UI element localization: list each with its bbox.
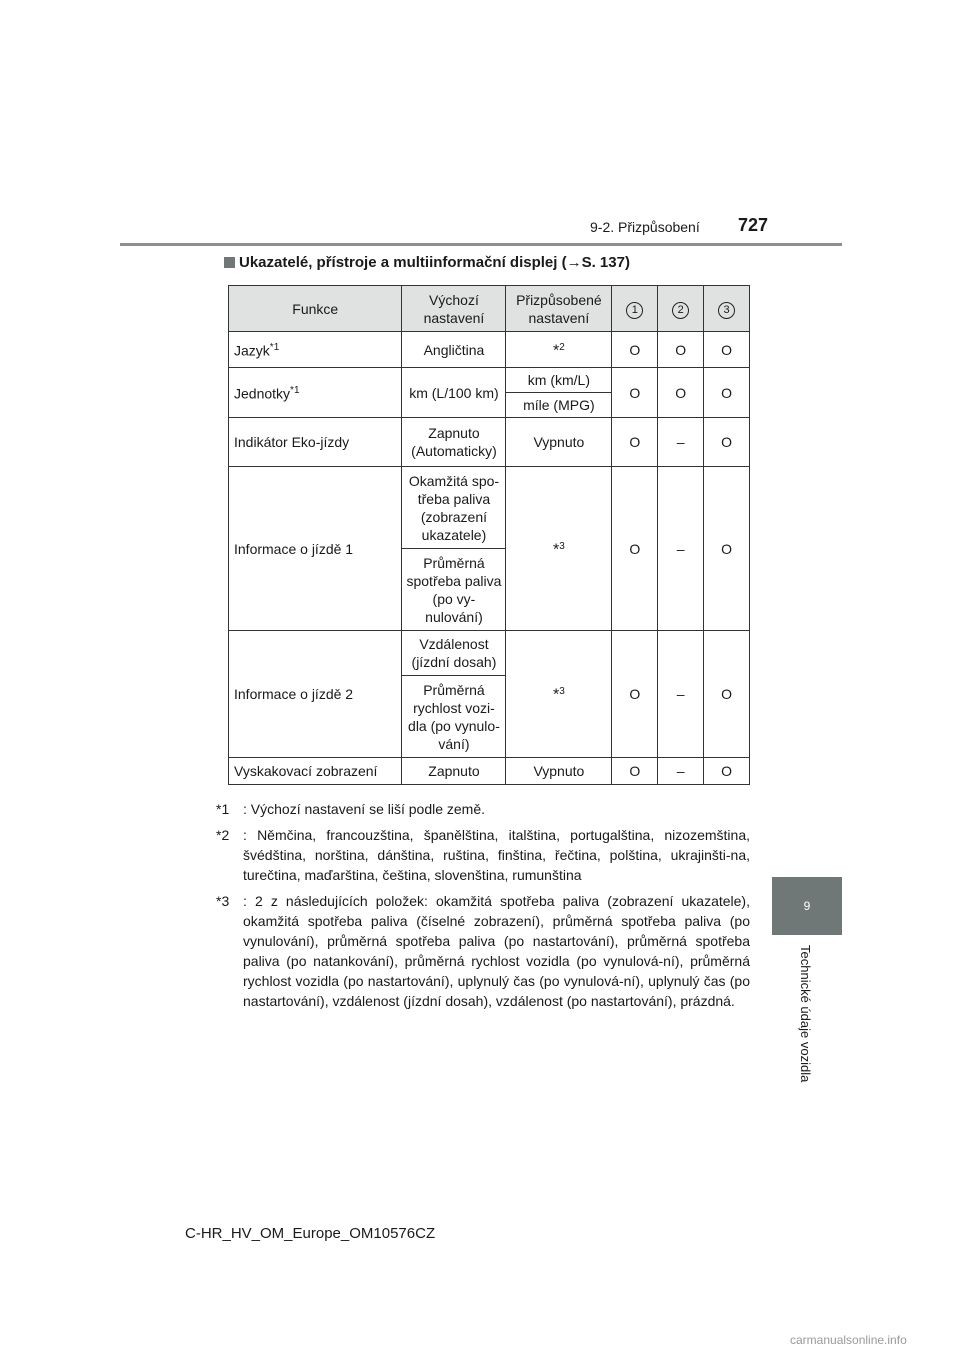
table-row xyxy=(229,758,750,785)
row-c3: O xyxy=(704,368,750,418)
footnote-text: : Výchozí nastavení se liší podle země. xyxy=(243,801,486,817)
row-c2: – xyxy=(658,758,704,785)
footnote-mark: *1 xyxy=(216,801,230,817)
header-funkce: Funkce xyxy=(229,286,402,332)
chapter-tab xyxy=(772,877,842,935)
row-name: Informace o jízdě 2 xyxy=(229,631,402,758)
row-default: Angličtina xyxy=(402,332,506,368)
header-col-1 xyxy=(612,286,658,332)
row-name: Jazyk$^{*1}$ xyxy=(229,332,402,368)
row-custom: Vypnuto xyxy=(506,418,612,467)
footnote-text: : Němčina, francouzština, španělština, italština, portugalština, nizozemština, švédština, norština, dánština, ruština, finština, řečtina, polština, ukrajinšti-na, turečtina, maďarština, čeština, slovenština, rumunština xyxy=(243,827,750,883)
footnotes xyxy=(216,799,750,1017)
row-name: Informace o jízdě 1 xyxy=(229,467,402,631)
chapter-number: 9 xyxy=(803,899,811,913)
row-custom: Vypnuto xyxy=(506,758,612,785)
row-custom: *$^3$ xyxy=(506,631,612,758)
row-c3: O xyxy=(704,418,750,467)
row-default: Průměrná rychlost vozi-dla (po vynulo-vání) xyxy=(402,676,506,758)
row-c1: O xyxy=(612,467,658,631)
table-header-row xyxy=(229,286,750,332)
circled-number-2: 2 xyxy=(672,302,689,319)
row-c3: O xyxy=(704,332,750,368)
row-c3: O xyxy=(704,467,750,631)
row-c1: O xyxy=(612,758,658,785)
row-c3: O xyxy=(704,631,750,758)
settings-table xyxy=(228,285,750,785)
section-title-text: Ukazatelé, přístroje a multiinformační displej (→S. 137) xyxy=(239,254,630,271)
footnote-1 xyxy=(216,799,750,819)
row-custom: míle (MPG) xyxy=(506,393,612,418)
row-c2: – xyxy=(658,467,704,631)
header-prizpusobene: Přizpůsobené nastavení xyxy=(506,286,612,332)
table-row xyxy=(229,368,750,393)
section-title xyxy=(224,254,630,271)
row-default: Zapnuto xyxy=(402,758,506,785)
row-name: Indikátor Eko-jízdy xyxy=(229,418,402,467)
row-c2: – xyxy=(658,418,704,467)
row-custom: *$^3$ xyxy=(506,467,612,631)
circled-number-1: 1 xyxy=(626,302,643,319)
chapter-title: Technické údaje vozidla xyxy=(798,945,813,1083)
row-default: Zapnuto (Automaticky) xyxy=(402,418,506,467)
footnote-3 xyxy=(216,891,750,1011)
watermark: carmanualsonline.info xyxy=(790,1333,907,1347)
footnote-2 xyxy=(216,825,750,885)
table-row xyxy=(229,631,750,676)
row-c2: O xyxy=(658,368,704,418)
document-id: C-HR_HV_OM_Europe_OM10576CZ xyxy=(185,1225,436,1242)
row-c2: O xyxy=(658,332,704,368)
row-name: Vyskakovací zobrazení xyxy=(229,758,402,785)
row-c1: O xyxy=(612,368,658,418)
row-default: Vzdálenost (jízdní dosah) xyxy=(402,631,506,676)
header-col-3 xyxy=(704,286,750,332)
circled-number-3: 3 xyxy=(718,302,735,319)
row-c2: – xyxy=(658,631,704,758)
table-row xyxy=(229,332,750,368)
row-custom: km (km/L) xyxy=(506,368,612,393)
table-row xyxy=(229,418,750,467)
row-default: Okamžitá spo-třeba paliva (zobrazení ukazatele) xyxy=(402,467,506,549)
row-c1: O xyxy=(612,631,658,758)
section-header: 9-2. Přizpůsobení xyxy=(590,219,700,235)
square-bullet-icon xyxy=(224,257,235,268)
header-divider xyxy=(120,243,842,246)
row-default: km (L/100 km) xyxy=(402,368,506,418)
footnote-mark: *2 xyxy=(216,827,230,843)
row-c1: O xyxy=(612,332,658,368)
header-col-2 xyxy=(658,286,704,332)
page-number: 727 xyxy=(738,215,769,235)
header-vychozi: Výchozí nastavení xyxy=(402,286,506,332)
footnote-mark: *3 xyxy=(216,893,230,909)
row-c1: O xyxy=(612,418,658,467)
row-default: Průměrná spotřeba paliva (po vy-nulování) xyxy=(402,549,506,631)
table-row xyxy=(229,467,750,549)
row-c3: O xyxy=(704,758,750,785)
footnote-text: : 2 z následujících položek: okamžitá spotřeba paliva (zobrazení ukazatele), okamžitá spotřeba paliva (číselné zobrazení), průměrná spotřeba paliva (po vynulování), průměrná spotřeba paliva (po nastartování), průměrná spotřeba paliva (po natankování), průměrná rychlost vozidla (po vynulová-ní), průměrná rychlost vozidla (po nastartování), uplynulý čas (po vynulová-ní), uplynulý čas (po nastartování), vzdálenost (jízdní dosah), vzdálenost (po nastartování), prázdná. xyxy=(243,893,750,1009)
row-name: Jednotky$^{*1}$ xyxy=(229,368,402,418)
row-custom: *$^2$ xyxy=(506,332,612,368)
